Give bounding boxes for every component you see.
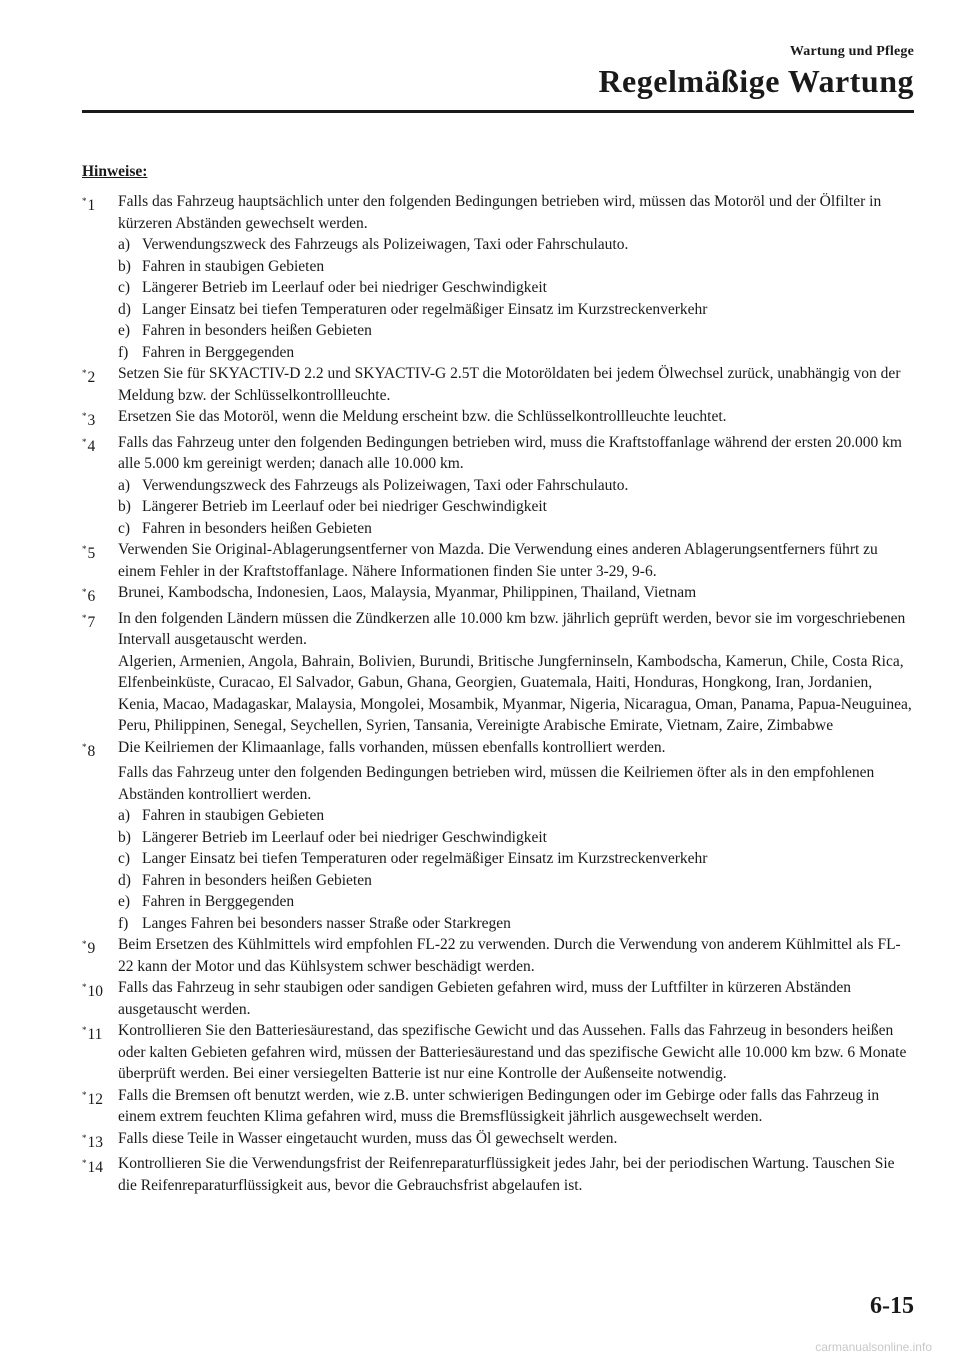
footnote bbox=[82, 539, 914, 582]
footnote-marker bbox=[82, 977, 118, 1020]
footnote-text: Falls diese Teile in Wasser eingetaucht wurden, muss das Öl gewechselt werden. bbox=[118, 1129, 618, 1147]
list-item-text: Fahren in staubigen Gebieten bbox=[142, 257, 325, 275]
footnote-text: Die Keilriemen der Klimaanlage, falls vorhanden, müssen ebenfalls kontrolliert werden. bbox=[118, 738, 666, 756]
footnote-asterisk: * bbox=[82, 1025, 87, 1035]
footnote-marker bbox=[82, 1153, 118, 1196]
footnote bbox=[82, 977, 914, 1020]
list-item-text: Fahren in besonders heißen Gebieten bbox=[142, 322, 372, 339]
footnote-asterisk: * bbox=[82, 411, 87, 421]
list-item-text: Fahren in besonders heißen Gebieten bbox=[142, 519, 372, 537]
footnote-text: In den folgenden Ländern müssen die Zündkerzen alle 10.000 km bzw. jährlich geprüft werden, bevor sie im vorgeschriebenen Intervall ausgetauscht werden. bbox=[118, 609, 906, 648]
list-item-label: e) bbox=[118, 893, 131, 910]
footnote-number: 8 bbox=[87, 742, 96, 760]
footnote-number: 1 bbox=[87, 197, 96, 214]
list-item-text: Verwendungszweck des Fahrzeugs als Polizeiwagen, Taxi oder Fahrschulauto. bbox=[142, 236, 629, 253]
list-item bbox=[118, 518, 914, 540]
header-rule bbox=[82, 110, 914, 113]
footnote-number: 4 bbox=[87, 437, 96, 455]
list-item-label: a) bbox=[118, 236, 131, 253]
list-item-label: b) bbox=[118, 498, 131, 515]
list-item-label: f) bbox=[118, 343, 129, 361]
footnote-text: Beim Ersetzen des Kühlmittels wird empfohlen FL-22 zu verwenden. Durch die Verwendung von anderem Kühlmittel als FL-22 kann der Motor und das Kühlsystem schwer beschädigt werden. bbox=[118, 936, 901, 975]
list-item-label: d) bbox=[118, 871, 131, 889]
list-item bbox=[118, 234, 914, 256]
footnote-number: 2 bbox=[87, 369, 96, 386]
list-item-text: Fahren in Berggegenden bbox=[142, 343, 295, 361]
footnote-marker bbox=[82, 406, 118, 432]
list-item-label: b) bbox=[118, 828, 131, 846]
list-item bbox=[118, 475, 914, 497]
footnote-marker bbox=[82, 582, 118, 608]
list-item-text: Längerer Betrieb im Leerlauf oder bei niedriger Geschwindigkeit bbox=[142, 498, 547, 515]
footnote-text: Ersetzen Sie das Motoröl, wenn die Meldung erscheint bzw. die Schlüsselkontrollleuchte leuchtet. bbox=[118, 408, 727, 425]
page-number: 6-15 bbox=[870, 1293, 914, 1319]
footnote bbox=[82, 432, 914, 540]
footnote-number: 11 bbox=[87, 1026, 103, 1043]
list-item bbox=[118, 848, 914, 870]
list-item bbox=[118, 827, 914, 849]
list-item-text: Langer Einsatz bei tiefen Temperaturen oder regelmäßiger Einsatz im Kurzstreckenverkehr bbox=[142, 300, 708, 318]
page-header bbox=[598, 44, 914, 99]
footnote-asterisk: * bbox=[82, 1132, 87, 1143]
footnote bbox=[82, 1128, 914, 1154]
list-item bbox=[118, 320, 914, 342]
footnote-asterisk: * bbox=[82, 741, 87, 752]
footnote-asterisk: * bbox=[82, 939, 87, 949]
footnote bbox=[82, 1153, 914, 1196]
list-item-label: f) bbox=[118, 914, 129, 932]
list-item bbox=[118, 256, 914, 278]
footnote-asterisk: * bbox=[82, 196, 87, 206]
notes-heading: Hinweise: bbox=[82, 163, 148, 180]
footnote-text: Verwenden Sie Original-Ablagerungsentferner von Mazda. Die Verwendung eines anderen Ablagerungsentferners führt zu einem Fehler in der Kraftstoffanlage. Nähere Informationen finden Sie unter 3-29, 9-6. bbox=[118, 541, 878, 580]
list-item-text: Langes Fahren bei besonders nasser Straße oder Starkregen bbox=[142, 914, 511, 932]
footnote-marker bbox=[82, 539, 118, 582]
footnote-text: Kontrollieren Sie den Batteriesäurestand, das spezifische Gewicht und das Aussehen. Falls das Fahrzeug in besonders heißen oder kalten Gebieten gefahren wird, müssen der Batteriesäurestand und das spezifische Gewicht alle 10.000 km bzw. 6 Monate überprüft werden. Bei einer versiegelten Batterie ist nur eine Kontrolle der Außenseite notwendig. bbox=[118, 1022, 907, 1082]
list-item bbox=[118, 805, 914, 827]
list-item bbox=[118, 342, 914, 364]
list-item-label: a) bbox=[118, 476, 131, 494]
list-item-label: c) bbox=[118, 850, 131, 867]
footnote bbox=[82, 191, 914, 363]
list-item bbox=[118, 277, 914, 299]
footnote-marker bbox=[82, 608, 118, 651]
notes-content bbox=[82, 163, 914, 1196]
footnote-asterisk: * bbox=[82, 368, 87, 378]
condition-list bbox=[82, 234, 914, 363]
footnote-asterisk: * bbox=[82, 1158, 87, 1168]
footnote-marker bbox=[82, 1128, 118, 1154]
footnote-number: 10 bbox=[87, 983, 103, 1000]
list-item bbox=[118, 891, 914, 913]
footnote-marker bbox=[82, 432, 118, 475]
footnote-asterisk: * bbox=[82, 436, 87, 447]
footnote-number: 3 bbox=[87, 412, 96, 429]
list-item-text: Verwendungszweck des Fahrzeugs als Polizeiwagen, Taxi oder Fahrschulauto. bbox=[142, 476, 629, 494]
footnote-text: Falls das Fahrzeug unter den folgenden Bedingungen betrieben wird, muss die Kraftstoffanlage während der ersten 20.000 km alle 5.000 km gereinigt werden; danach alle 10.000 km. bbox=[118, 433, 902, 472]
list-item bbox=[118, 496, 914, 518]
list-item-label: b) bbox=[118, 257, 131, 275]
footnote bbox=[82, 582, 914, 608]
footnote bbox=[82, 934, 914, 977]
footnote-marker bbox=[82, 934, 118, 977]
footnote-number: 14 bbox=[87, 1159, 103, 1176]
footnote bbox=[82, 1085, 914, 1128]
footnote-extra-text: Falls das Fahrzeug unter den folgenden Bedingungen betrieben wird, müssen die Keilriemen öfter als in den empfohlenen Abständen kontrolliert werden. bbox=[118, 764, 875, 803]
footnote-asterisk: * bbox=[82, 587, 87, 597]
footnote-asterisk: * bbox=[82, 544, 87, 554]
footnote-text: Kontrollieren Sie die Verwendungsfrist der Reifenreparaturflüssigkeit jedes Jahr, bei der periodischen Wartung. Tauschen Sie die Reifenreparaturflüssigkeit aus, bevor die Gebrauchsfrist abgelaufen ist. bbox=[118, 1155, 895, 1194]
list-item bbox=[118, 299, 914, 321]
footnote-text: Falls die Bremsen oft benutzt werden, wie z.B. unter schwierigen Bedingungen oder im Gebirge oder falls das Fahrzeug in einem extrem feuchten Klima gefahren wird, muss die Bremsflüssigkeit jährlich ausgewechselt werden. bbox=[118, 1086, 880, 1125]
footnote bbox=[82, 406, 914, 432]
footnote-extra-text: Algerien, Armenien, Angola, Bahrain, Bolivien, Burundi, Britische Jungferninseln, Kambodscha, Kamerun, Chile, Costa Rica, Elfenbeinküste, Curacao, El Salvador, Gabun, Ghana, Georgien, Guatemala, Haiti, Honduras, Hongkong, Iran, Jordanien, Kenia, Macao, Madagaskar, Malaysia, Mongolei, Mosambik, Myanmar, Nigeria, Nicaragua, Oman, Panama, Papua-Neuguinea, Peru, Philippinen, Senegal, Seychellen, Syrien, Tansania, Vereinigte Arabische Emirate, Vietnam, Zaire, Zimbabwe bbox=[118, 652, 912, 734]
watermark: carmanualsonline.info bbox=[815, 1340, 932, 1354]
list-item-label: e) bbox=[118, 322, 131, 339]
footnote-marker bbox=[82, 1020, 118, 1085]
list-item-text: Längerer Betrieb im Leerlauf oder bei niedriger Geschwindigkeit bbox=[142, 279, 547, 296]
footnote-marker bbox=[82, 1085, 118, 1128]
footnote-text: Falls das Fahrzeug hauptsächlich unter den folgenden Bedingungen betrieben wird, müssen das Motoröl und der Ölfilter in kürzeren Abständen gewechselt werden. bbox=[118, 193, 882, 232]
footnote-number: 13 bbox=[87, 1133, 103, 1151]
condition-list bbox=[82, 475, 914, 540]
list-item-label: d) bbox=[118, 300, 131, 318]
footnote-number: 12 bbox=[87, 1090, 103, 1108]
footnote-text: Falls das Fahrzeug in sehr staubigen oder sandigen Gebieten gefahren wird, muss der Luftfilter in kürzeren Abständen ausgetauscht werden. bbox=[118, 979, 852, 1018]
footnote-marker bbox=[82, 191, 118, 234]
list-item-text: Fahren in Berggegenden bbox=[142, 893, 295, 910]
list-item-label: a) bbox=[118, 807, 131, 824]
list-item-text: Langer Einsatz bei tiefen Temperaturen oder regelmäßiger Einsatz im Kurzstreckenverkehr bbox=[142, 850, 708, 867]
footnote bbox=[82, 363, 914, 406]
list-item bbox=[118, 913, 914, 935]
footnote-number: 7 bbox=[87, 613, 96, 631]
list-item bbox=[118, 870, 914, 892]
footnote-asterisk: * bbox=[82, 1089, 87, 1100]
footnote-number: 6 bbox=[87, 588, 96, 605]
notes-list bbox=[82, 191, 914, 1196]
list-item-label: c) bbox=[118, 519, 131, 537]
footnote bbox=[82, 608, 914, 737]
footnote-number: 9 bbox=[87, 940, 96, 957]
footnote bbox=[82, 1020, 914, 1085]
list-item-text: Längerer Betrieb im Leerlauf oder bei niedriger Geschwindigkeit bbox=[142, 828, 547, 846]
section-title: Wartung und Pflege bbox=[789, 44, 914, 59]
footnote-asterisk: * bbox=[82, 612, 87, 623]
list-item-text: Fahren in staubigen Gebieten bbox=[142, 807, 325, 824]
footnote-text: Setzen Sie für SKYACTIV-D 2.2 und SKYACTIV-G 2.5T die Motoröldaten bei jedem Ölwechsel zurück, unabhängig von der Meldung bzw. der Schlüsselkontrollleuchte. bbox=[118, 365, 901, 404]
footnote bbox=[82, 737, 914, 935]
footnote-marker bbox=[82, 737, 118, 763]
footnote-marker bbox=[82, 363, 118, 406]
list-item-text: Fahren in besonders heißen Gebieten bbox=[142, 871, 372, 889]
footnote-asterisk: * bbox=[82, 982, 87, 992]
page-title: Regelmäßige Wartung bbox=[598, 63, 914, 99]
footnote-text: Brunei, Kambodscha, Indonesien, Laos, Malaysia, Myanmar, Philippinen, Thailand, Vietnam bbox=[118, 584, 697, 601]
footnote-number: 5 bbox=[87, 545, 96, 562]
list-item-label: c) bbox=[118, 279, 131, 296]
condition-list bbox=[82, 805, 914, 934]
